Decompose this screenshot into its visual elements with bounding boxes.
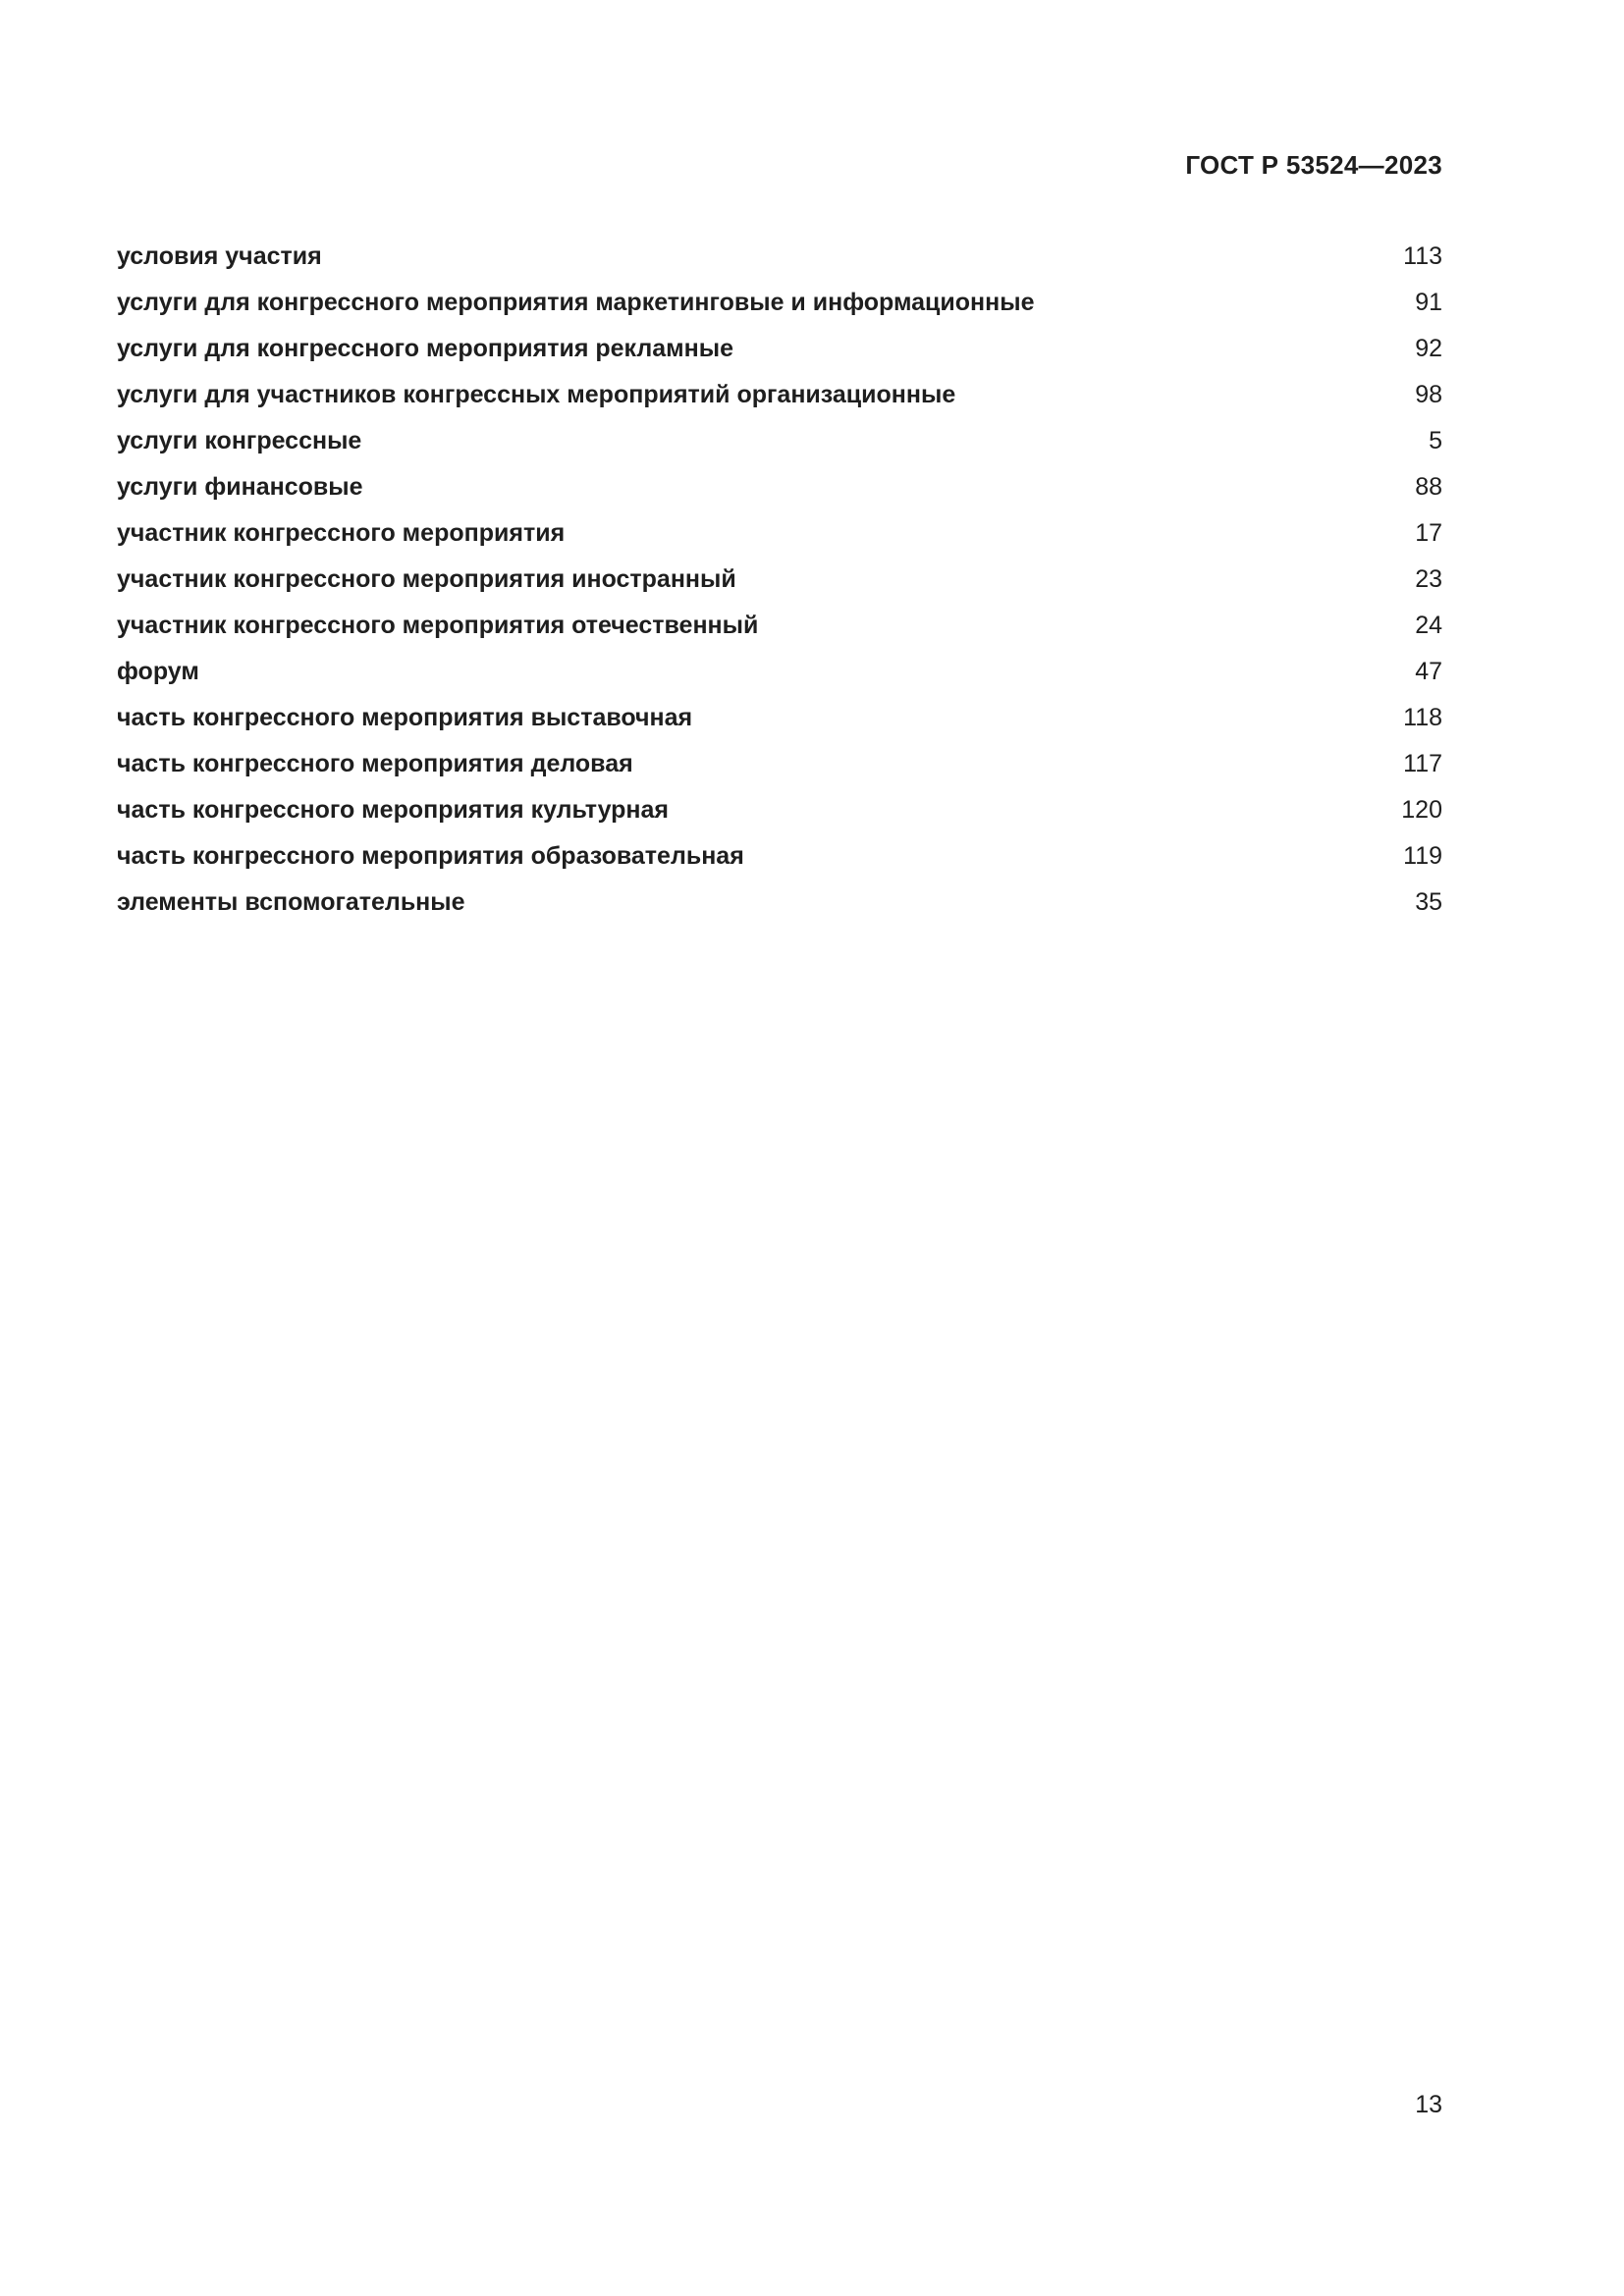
index-page-ref: 24 bbox=[1415, 612, 1442, 639]
index-term: услуги для участников конгрессных мероприятий организационные bbox=[117, 381, 956, 408]
index-entry bbox=[117, 239, 1442, 285]
index-page-ref: 120 bbox=[1401, 796, 1442, 824]
index-entry bbox=[117, 285, 1442, 331]
index-page-ref: 23 bbox=[1415, 565, 1442, 593]
index-term: часть конгрессного мероприятия выставочная bbox=[117, 704, 693, 731]
index-term: участник конгрессного мероприятия bbox=[117, 519, 566, 547]
index-entry bbox=[117, 561, 1442, 608]
index-page-ref: 118 bbox=[1403, 704, 1442, 731]
index-term: часть конгрессного мероприятия деловая bbox=[117, 750, 633, 777]
page-number: 13 bbox=[1415, 2091, 1442, 2118]
index-page-ref: 5 bbox=[1429, 427, 1442, 454]
index-entry bbox=[117, 377, 1442, 423]
index-page-ref: 98 bbox=[1415, 381, 1442, 408]
index-entry bbox=[117, 469, 1442, 515]
index-term: элементы вспомогательные bbox=[117, 888, 465, 916]
index-page-ref: 17 bbox=[1415, 519, 1442, 547]
index-entry bbox=[117, 608, 1442, 654]
index-term: участник конгрессного мероприятия отечественный bbox=[117, 612, 759, 639]
index-term: услуги для конгрессного мероприятия маркетинговые и информационные bbox=[117, 289, 1035, 316]
index-entry bbox=[117, 746, 1442, 792]
index-page-ref: 92 bbox=[1415, 335, 1442, 362]
index-term: услуги для конгрессного мероприятия рекламные bbox=[117, 335, 733, 362]
index-page-ref: 113 bbox=[1403, 242, 1442, 270]
index-term: часть конгрессного мероприятия культурная bbox=[117, 796, 670, 824]
index-page-ref: 119 bbox=[1403, 842, 1442, 870]
index-term: услуги конгрессные bbox=[117, 427, 362, 454]
index-entry bbox=[117, 792, 1442, 838]
index-entry bbox=[117, 838, 1442, 884]
index-entry bbox=[117, 700, 1442, 746]
index-term: форум bbox=[117, 658, 199, 685]
index-entry bbox=[117, 515, 1442, 561]
index-entry bbox=[117, 331, 1442, 377]
index-term: условия участия bbox=[117, 242, 322, 270]
index-term: участник конгрессного мероприятия иностранный bbox=[117, 565, 736, 593]
index-term: услуги финансовые bbox=[117, 473, 363, 501]
index-page-ref: 91 bbox=[1415, 289, 1442, 316]
alphabetical-index bbox=[117, 239, 1442, 931]
document-standard-id: ГОСТ Р 53524—2023 bbox=[1185, 150, 1442, 180]
index-page-ref: 117 bbox=[1403, 750, 1442, 777]
index-page-ref: 88 bbox=[1415, 473, 1442, 501]
index-entry bbox=[117, 654, 1442, 700]
index-term: часть конгрессного мероприятия образовательная bbox=[117, 842, 744, 870]
index-page-ref: 47 bbox=[1415, 658, 1442, 685]
index-page-ref: 35 bbox=[1415, 888, 1442, 916]
index-entry bbox=[117, 423, 1442, 469]
index-entry bbox=[117, 884, 1442, 931]
